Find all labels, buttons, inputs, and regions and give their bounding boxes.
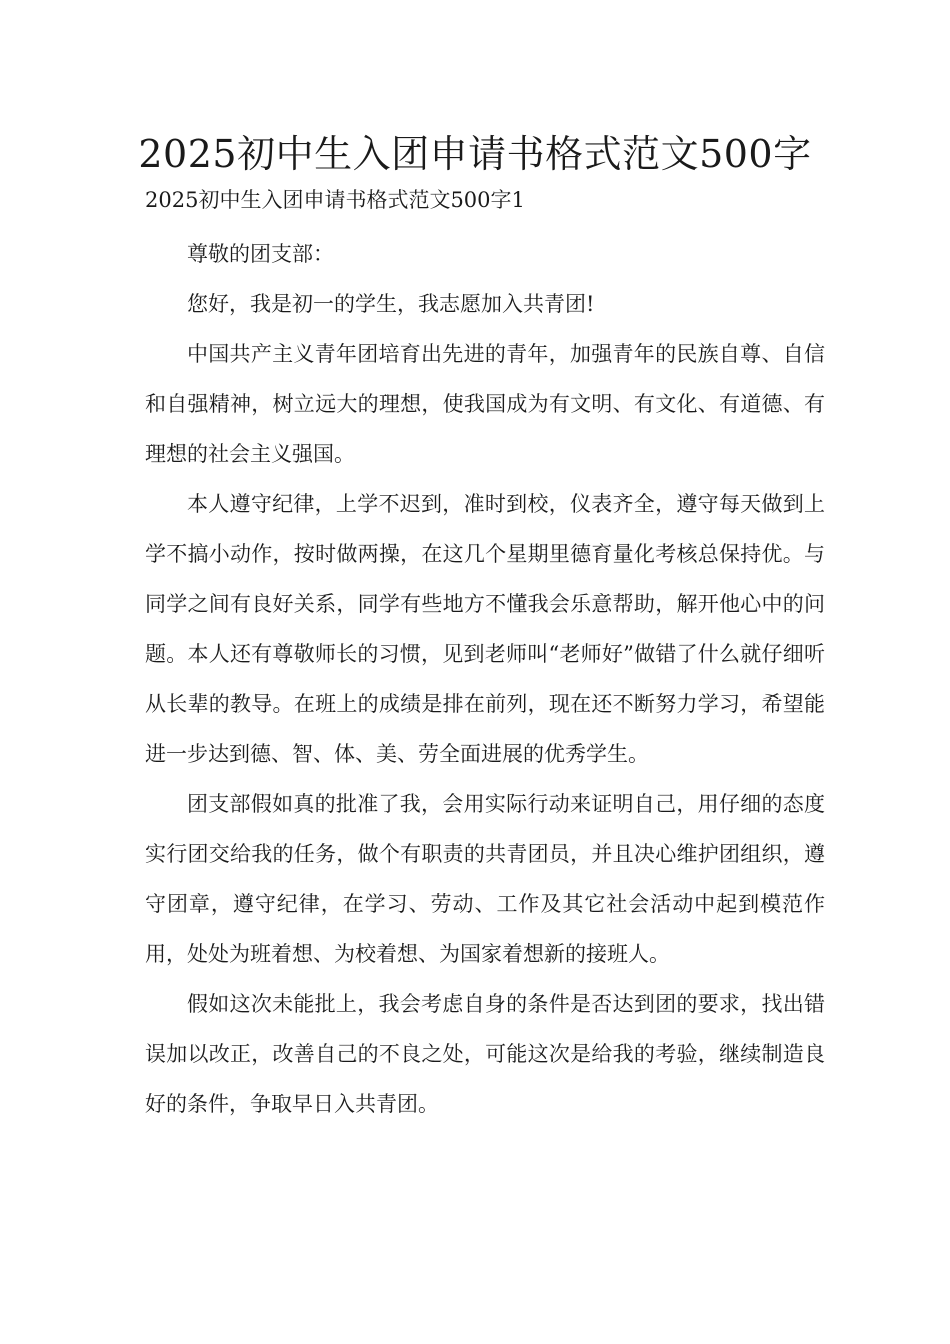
body-paragraph: 本人遵守纪律，上学不迟到，准时到校，仪表齐全，遵守每天做到上学不搞小动作，按时做两操，在这几个星期里德育量化考核总保持优。与同学之间有良好关系，同学有些地方不懂我会乐意帮助，解开他心中的问题。本人还有尊敬师长的习惯，见到老师叫“老师好”做错了什么就仔细听从长辈的教导。在班上的成绩是排在前列，现在还不断努力学习，希望能进一步达到德、智、体、美、劳全面进展的优秀学生。 [145,492,825,766]
body-paragraph: 中国共产主义青年团培育出先进的青年，加强青年的民族自尊、自信和自强精神，树立远大的理想，使我国成为有文明、有文化、有道德、有理想的社会主义强国。 [145,342,825,466]
document-title: 2025初中生入团申请书格式范文500字 [138,132,812,176]
body-paragraph: 团支部假如真的批准了我，会用实际行动来证明自己，用仔细的态度实行团交给我的任务，做个有职责的共青团员，并且决心维护团组织，遵守团章，遵守纪律，在学习、劳动、工作及其它社会活动中起到模范作用，处处为班着想、为校着想、为国家着想新的接班人。 [145,792,825,966]
salutation: 尊敬的团支部： [187,242,334,266]
body-paragraph: 假如这次未能批上，我会考虑自身的条件是否达到团的要求，找出错误加以改正，改善自己的不良之处，可能这次是给我的考验，继续制造良好的条件，争取早日入共青团。 [145,992,825,1116]
document-subtitle: 2025初中生入团申请书格式范文500字1 [145,188,525,212]
greeting-paragraph: 您好，我是初一的学生，我志愿加入共青团! [187,292,595,316]
document-body [145,229,825,1129]
